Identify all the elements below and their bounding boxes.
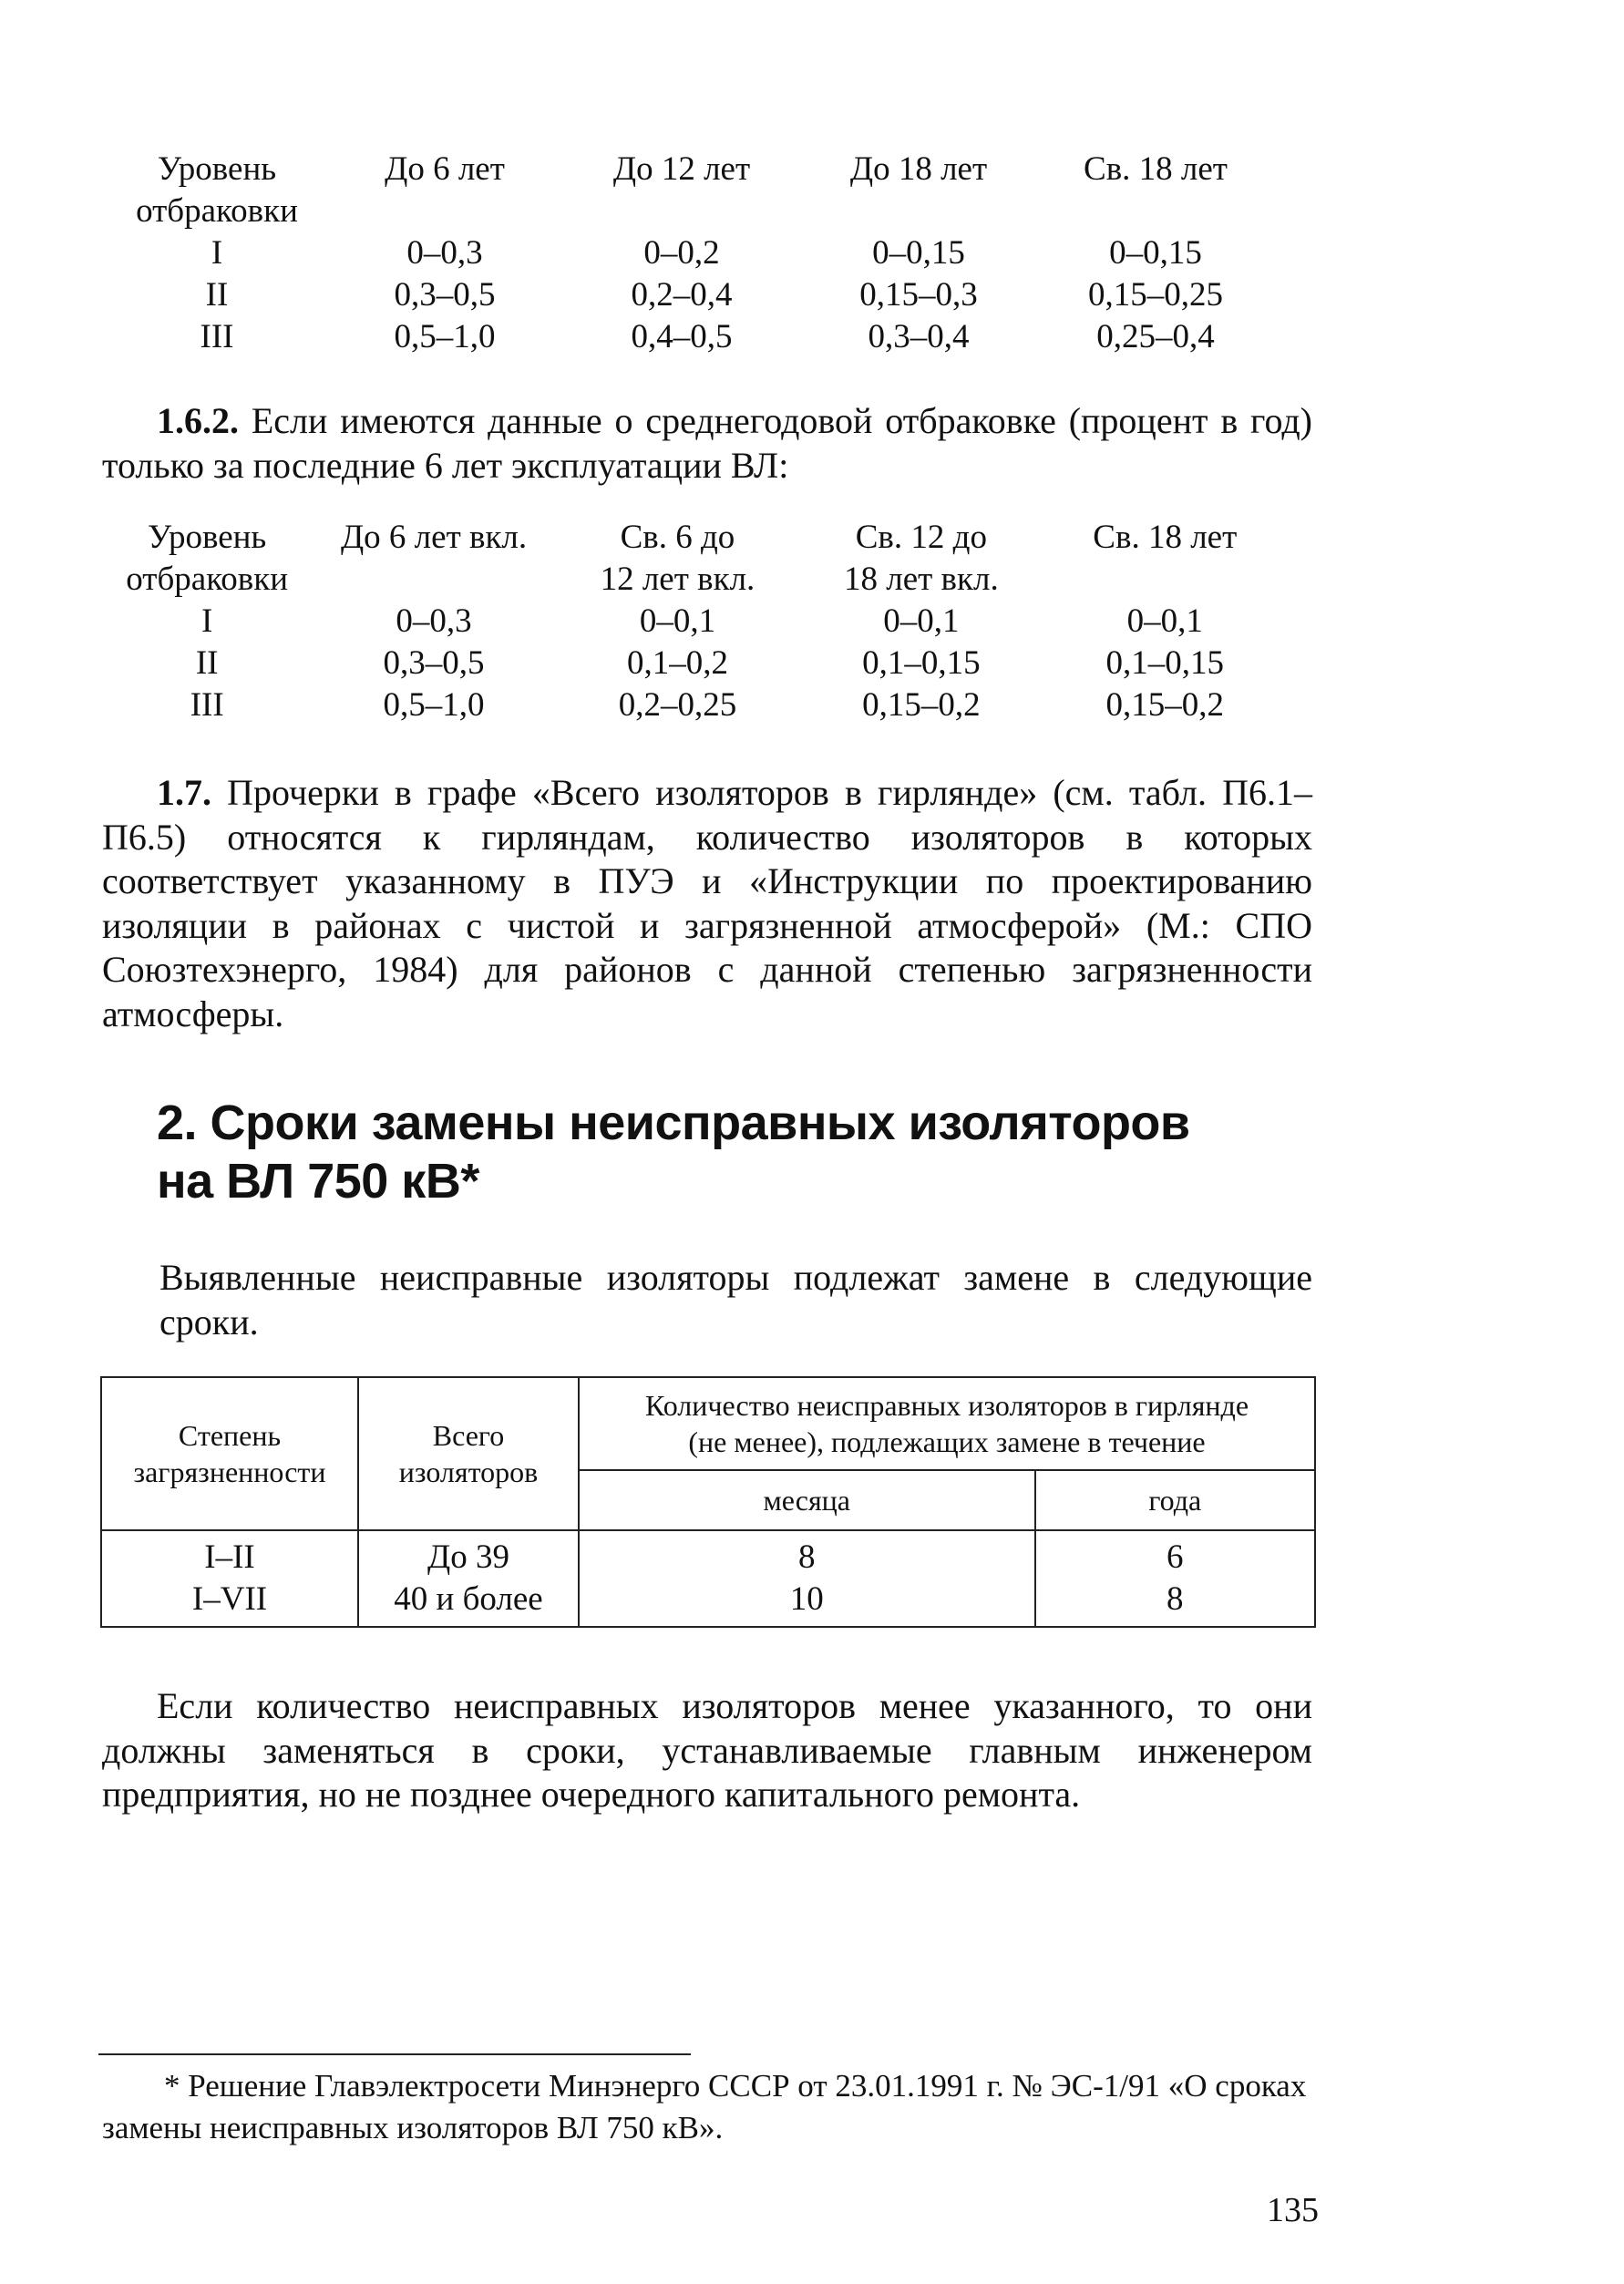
table-cell: 0,3–0,5 [394, 276, 496, 314]
cell-text: 10 [789, 1580, 824, 1618]
table-row [108, 316, 1274, 358]
header-text: Количество неисправных изоляторов в гирлянде [644, 1389, 1249, 1423]
paragraph-text: Прочерки в графе «Всего изоляторов в гирлянде» (см. табл. П6.1–П6.5) относятся к гирляндам, количество изоляторов в которых соответствует указанному в ПУЭ и «Инструкции по проектированию изоляции в районах с чистой и загрязненной атмосферой» (М.: СПО Союзтехэнерго, 1984) для районов с данной степенью загрязненности атмосферы. [102, 772, 1312, 1034]
cell-text: 40 и более [394, 1580, 543, 1618]
header-total [358, 1377, 579, 1530]
table-cell: 0,15–0,3 [859, 276, 978, 314]
table-cell: 0,5–1,0 [394, 318, 496, 355]
header-cell: До 18 лет [849, 150, 988, 188]
replacement-terms-table [100, 1376, 1316, 1628]
table-cell: 0,1–0,2 [626, 644, 728, 682]
table-cell: 0,25–0,4 [1096, 318, 1215, 355]
table-row [102, 601, 1287, 643]
header-text: (не менее), подлежащих замене в течение [688, 1425, 1206, 1459]
table-cell: III [190, 686, 224, 724]
intro-paragraph: Выявленные неисправные изоляторы подлежат замене в следующие сроки. [159, 1257, 1312, 1343]
paragraph-text: Если имеются данные о среднегодовой отбраковке (процент в год) только за последние 6 лет эксплуатации ВЛ: [102, 400, 1312, 486]
table-row [102, 684, 1287, 726]
header-text: Степень [178, 1419, 282, 1452]
header-cell: Св. 18 лет [1084, 150, 1228, 188]
header-text: изоляторов [398, 1456, 539, 1488]
header-text: Всего [432, 1419, 505, 1452]
table-row [102, 643, 1287, 684]
table-cell: 0–0,3 [396, 602, 472, 640]
header-quantity [579, 1377, 1315, 1470]
paragraph-1-6-2 [102, 399, 1312, 488]
header-cell [1043, 559, 1287, 601]
cell-text: 6 [1167, 1538, 1184, 1576]
table-cell: 0,15–0,25 [1088, 276, 1223, 314]
rejection-table-2 [102, 517, 1287, 726]
table-cell: 0–0,15 [1109, 234, 1202, 272]
table-cell: 0,2–0,4 [631, 276, 733, 314]
header-cell: отбраковки [126, 561, 289, 598]
paragraph-1-7 [102, 771, 1312, 1036]
section-heading-line-1: 2. Сроки замены неисправных изоляторов [157, 1096, 1190, 1150]
header-cell: Уровень [157, 150, 277, 188]
table-row [108, 274, 1274, 316]
header-cell: Св. 6 до [620, 519, 735, 556]
section-heading-line-2: на ВЛ 750 кВ* [157, 1154, 479, 1209]
header-cell: До 6 лет вкл. [340, 519, 528, 556]
table-cell: 0–0,1 [639, 602, 716, 640]
paragraph-number: 1.7. [157, 772, 211, 813]
table-cell: 0–0,2 [643, 234, 720, 272]
table-cell: I [211, 234, 223, 272]
table-cell: 0,1–0,15 [862, 644, 981, 682]
table-cell: 0,5–1,0 [383, 686, 485, 724]
table-cell: III [200, 318, 234, 355]
cell-text: До 39 [427, 1538, 509, 1576]
cell-text: 8 [798, 1538, 816, 1576]
table-cell: 0–0,1 [1126, 602, 1203, 640]
cell-text: I–VII [191, 1580, 268, 1618]
table-header-row [108, 149, 1274, 190]
table-cell: 0,3–0,4 [868, 318, 970, 355]
table-row [108, 232, 1274, 274]
header-cell: Св. 12 до [855, 519, 987, 556]
table-cell: 0–0,15 [872, 234, 965, 272]
header-degree [101, 1377, 358, 1530]
header-year: года [1035, 1470, 1315, 1530]
degree-cell [101, 1530, 358, 1627]
section-heading [157, 1094, 1250, 1210]
header-cell: Уровень [148, 519, 267, 556]
footnote: * Решение Главэлектросети Минэнерго СССР от 23.01.1991 г. № ЭС-1/91 «О сроках замены неисправных изоляторов ВЛ 750 кВ». [102, 2068, 1307, 2145]
header-cell: 12 лет вкл. [600, 561, 755, 598]
table-cell: 0,1–0,15 [1105, 644, 1225, 682]
header-cell: Св. 18 лет [1093, 519, 1238, 556]
table-cell: 0,2–0,25 [618, 686, 737, 724]
table-cell: I [201, 602, 213, 640]
table-cell: 0,15–0,2 [862, 686, 981, 724]
cell-text: I–II [204, 1538, 255, 1576]
footnote-rule [98, 2053, 691, 2055]
table-cell: 0–0,3 [406, 234, 483, 272]
month-cell [579, 1530, 1035, 1627]
total-cell [358, 1530, 579, 1627]
table-row [101, 1530, 1315, 1627]
final-paragraph: Если количество неисправных изоляторов менее указанного, то они должны заменяться в сроки, устанавливаемые главным инженером предприятия, но не позднее очередного капитального ремонта. [102, 1685, 1312, 1815]
header-month: месяца [579, 1470, 1035, 1530]
paragraph-number: 1.6.2. [157, 400, 239, 441]
table-header-row [102, 517, 1287, 559]
table-header-row [108, 190, 1274, 232]
year-cell [1035, 1530, 1315, 1627]
table-cell: 0,3–0,5 [383, 644, 485, 682]
header-cell: До 6 лет [385, 150, 505, 188]
header-cell: До 12 лет [612, 150, 751, 188]
header-cell: 18 лет вкл. [844, 561, 999, 598]
header-text: загрязненности [133, 1456, 326, 1488]
table-header-row [102, 559, 1287, 601]
page-number: 135 [1267, 2191, 1319, 2229]
rejection-table-1 [108, 149, 1274, 358]
table-cell: II [205, 276, 229, 314]
cell-text: 8 [1167, 1580, 1184, 1618]
header-cell: отбраковки [136, 192, 298, 230]
table-cell: 0,4–0,5 [631, 318, 733, 355]
table-cell: 0,15–0,2 [1105, 686, 1225, 724]
header-cell [312, 559, 555, 601]
table-cell: 0–0,1 [883, 602, 960, 640]
table-cell: II [195, 644, 219, 682]
